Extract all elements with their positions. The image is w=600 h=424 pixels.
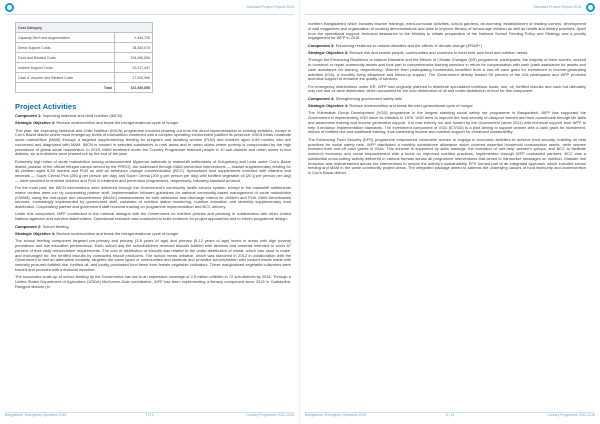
so4b-text: Reduce undernutrition and break the intergenerational cycle of hunger — [55, 230, 179, 236]
component-4-label: Component 4: — [308, 95, 335, 101]
cost-value: 38,463,078 — [115, 43, 153, 53]
footer-right-text: Country Programme 2012-2016 — [547, 413, 595, 417]
resilience-paragraph-1: Through the Enhancing Resilience to Natural Disasters and the Effects of Climate Changes (ER) programme, participants, the majority of them women, worked to construct or repair community assets and took part in comprehensive training sessions in return for compensation with cash (cash assistance for assets and cash assistance for training, respectively). Women from participating households benefited from a one-off cash grant for investment in income-generating activities (IGA), a monthly living allowance and follow-up support. The Government directly funded 95 percent of the IGA participants and WFP provided technical support to enhance the quality of services. — [308, 57, 586, 82]
footer-left-text: Bangladesh, Emergency Operation 2015 — [305, 413, 367, 417]
component-3-label: Component 3: — [308, 42, 335, 48]
cost-label: Indirect Support Costs — [16, 63, 115, 73]
section-title: Project Activities — [15, 102, 77, 111]
cost-value: 17,925,969 — [115, 73, 153, 83]
footer-page-number: 7 | 13 — [145, 413, 154, 417]
imcn-paragraph-2: Extremely high rates of acute malnutrition among undocumented Myanmar nationals in makeshift settlements of Kutupalong and Leda under Cox's Bazar district (outside of the official refugee camps served by the PRRO), are addressed through MAM prevention interventions — blanket supplementary feeding for all children aged 6-59 months and PLW as well as behaviour change communication (BCC). Specialized food supplements enriched with vitamins and minerals — Super Cereal Plus (250 g per person per day) and Super Cereal (200 g per person per day) with fortified vegetable oil (20 g per person per day) — were provided to enrolled children and PLW in treatment and prevention programmes, respectively, following standard protocol. — [15, 158, 291, 183]
component-1-text: Improving maternal and child nutrition (IMCN) — [41, 113, 122, 118]
cost-label: Cash & Voucher and Related Costs — [16, 73, 115, 83]
table-row — [16, 33, 153, 43]
footer-right-text: Country Programme 2012-2016 — [246, 413, 294, 417]
school-feeding-paragraph-1: The school feeding component targeted pre-primary and primary (3-5 years of age) and primary (5-12 years of age) levels in areas with high poverty prevalence and low education performance. Each school day the schoolchildren received biscuits fortified with vitamins and minerals intended to cover 67 percent of their daily micronutrient requirements. The cost of distribution of biscuits was related to the under-distribution of wheat, which was used to make, and exchanged for, the fortified biscuits by contracted biscuit producers. The school meals initiative, which was launched in 2012 in collaboration with the Government to test an alternative modality, targeted the same types of communities and students and provided schoolchildren with cooked meals made with centrally procured fortified rice, fortified oil, and locally purchased food items from female vegetable cultivators. These marginalized vegetable cultivators were trained and provided with a financial incentive. — [15, 238, 291, 272]
so4-right-label: Strategic Objective 4: — [308, 103, 349, 109]
cost-label: Capacity Dev't and Augmentation — [16, 33, 115, 43]
so4b-label: Strategic Objective 4: — [15, 230, 56, 236]
component-1-heading — [15, 114, 291, 119]
literacy-paragraph: northern Bangladesh) which includes teacher trainings, extra-curricular activities, school gardens, de-worming, establishment of reading corners, development of wall magazines and organization of cooking demonstrations and aims to improve literacy of school-age children as well as health and dietary practices. Apart from the operational support, technical assistance to the Ministry to initiate preparation of the National School Feeding Policy and Strategy was a priority engagement for WFP in 2015. — [308, 21, 586, 41]
left-header — [5, 2, 294, 14]
wfp-logo-icon — [586, 3, 595, 12]
table-row — [16, 63, 153, 73]
strategic-objective-4b-heading — [15, 232, 291, 237]
component-4-heading — [308, 97, 586, 102]
so3-text: Reduce risk and enable people, communities and countries to meet their own food and nutrition needs. — [348, 49, 529, 55]
so3-label: Strategic Objective 3: — [308, 49, 349, 55]
table-header-row — [16, 23, 153, 33]
component-3-heading — [308, 44, 586, 49]
resilience-paragraph-2: For emergency distributions under ER, WFP had originally planned to distribute specialized nutritious foods, rice, oil, fortified biscuits and cash but ultimately only rice and oil were distributed, which accounted for the over-distribution of oil and under-distribution of food for this component. — [308, 83, 586, 94]
component-1-label: Component 1: — [15, 113, 42, 118]
right-header — [305, 2, 595, 14]
imcn-paragraph-4: Under this component, WFP contributed to the national dialogue with the Government on nutrition policies and planning in collaboration with other United Nations agencies and nutrition stakeholders. Operational research was conducted to build evidence for project approaches and to inform programme design. — [15, 211, 291, 222]
right-page — [300, 0, 600, 424]
component-2-text: School feeding — [41, 223, 69, 229]
cost-value: 234,096,656 — [115, 53, 153, 63]
footer-page-number: 8 | 13 — [445, 413, 455, 417]
left-header-title: Standard Project Report 2015 — [246, 5, 294, 9]
component-3-text: Enhancing resilience to natural disasters and the effects of climate change (ER&R+) — [334, 42, 483, 48]
right-footer — [305, 413, 595, 421]
cost-category-table — [15, 22, 153, 93]
vgd-paragraph: The Vulnerable Group Development (VGD) programme is the longest standing social safety net programme in Bangladesh. WFP has supported the Government in implementing VGD since its initiation in 1976. VGD aims to improve the food security of ultrapoor women and their households through life skills and awareness training and income generation support. It is now entirely run and funded by the Government (since 2011) with technical support from WFP to help it enhance implementation standards. The investment component of VGD (ICVGD) is a pilot aiming to support women with a cash grant for investment, rations of fortified rice and additional training, thus combining income and nutrition support for enhanced sustainability. — [308, 110, 586, 135]
right-content — [308, 22, 586, 178]
table-total-row — [16, 83, 153, 93]
table-row — [16, 43, 153, 53]
right-header-divider — [305, 14, 595, 15]
so4-text: Reduce undernutrition and break the intergenerational cycle of hunger — [55, 120, 179, 126]
footer-left-text: Bangladesh, Emergency Operation 2015 — [5, 413, 67, 417]
cost-label: Direct Support Costs — [16, 43, 115, 53]
cost-value: 9,446,706 — [115, 33, 153, 43]
cost-value: 22,017,447 — [115, 63, 153, 73]
right-header-title: Standard Project Report 2015 — [533, 5, 581, 9]
wfp-logo-icon — [5, 3, 14, 12]
left-footer — [5, 413, 294, 421]
cost-label: Food and Related Costs — [16, 53, 115, 63]
table-row — [16, 73, 153, 83]
strategic-objective-4-heading — [15, 121, 291, 126]
strategic-objective-4-right-heading — [308, 104, 586, 109]
so4-label: Strategic Objective 4: — [15, 120, 56, 126]
left-content — [15, 22, 291, 292]
table-header-cell: Cost Category — [16, 23, 153, 33]
total-value: 321,949,856 — [115, 83, 153, 93]
imcn-paragraph-3: For the most part, the IMCN interventions were delivered through the Government's community health service system, except in the makeshift settlements where centres were run by cooperating partner staff. Implementation followed guidelines for national community-based management of acute malnutrition (CMAM), using the mid-upper arm circumference (MUAC) measurements for both admission and discharge criteria for children and PLW. MAM beneficiaries services, increasingly implemented by government staff, consisted of nutrition status monitoring, nutrition education and biweekly supplementary food distribution. Cooperating partner and government staff received training on programme implementation and BCC delivery. — [15, 185, 291, 210]
component-2-heading — [15, 225, 291, 230]
so4-right-text: Reduce undernutrition and break the inter-generational cycle of hunger — [348, 103, 473, 109]
school-feeding-paragraph-2: The successful scale-up of school feeding by the Government has led to an impressive coverage of 2.5 million children in 72 sub-districts by 2016. Through a United States Department of Agriculture (USDA) McGovern-Dole contribution, WFP has been implementing a literacy component since 2015 in Gaibandha, Rangpur division (in — [15, 274, 291, 289]
left-header-divider — [5, 14, 294, 15]
strategic-objective-3-heading — [308, 51, 586, 56]
component-4-text: Strengthening government safety nets — [334, 95, 403, 101]
table-row — [16, 53, 153, 63]
efs-paragraph: The Enhancing Food Security (EFS) programme empowered vulnerable women to engage in economic activities to achieve food security, building on best practices for social safety nets. WFP distributed a monthly subsistence allowance which covered essential household consumption needs, while women invested their one-off cash grants in IGAs. This scheme is supported by skills trainings, the formation of 'self-help' women's groups, and BCC to facilitate women's economic and social empowerment with a focus on improved nutrition practices, implemented through WFP contracted partners. BCC was a substantial cross-cutting activity delivered in various formats across all programme interventions that aimed to harmonize messages on nutrition. Disaster risk reduction was mainstreamed across the interventions to ensure the activity's sustainability. EFS formed part of an integrated approach, which included school feeding and MAM in the same community project areas. The integrated package aimed to address the underlying causes of food insecurity and undernutrition in Cox's Bazar district. — [308, 136, 586, 175]
imcn-paragraph-1: This year, the Improving Maternal and Child Nutrition (IMCN) programme involved phasing out from the direct implementation of existing activities, except in Cox's Bazar district where most emergency levels of malnutrition combined with a complex operating environment justified its presence. IMCN treats moderate acute malnutrition (MAM) through a targeted supplementary feeding for pregnant and lactating women (PLW) and children aged 6-59 months who are concerned and diagnosed with MAM. IMCN is housed in selected subdistricts in rural areas and in urban slums where poverty is compounded by the high prevalence of global acute malnutrition. In 2015, MAM treatment under the Country Programme reached people in 10 sub-districts and urban slums in four districts; six sub-districts were phased out by the end of the year. — [15, 127, 291, 157]
component-2-label: Component 2: — [15, 223, 42, 229]
total-label: Total — [16, 83, 115, 93]
